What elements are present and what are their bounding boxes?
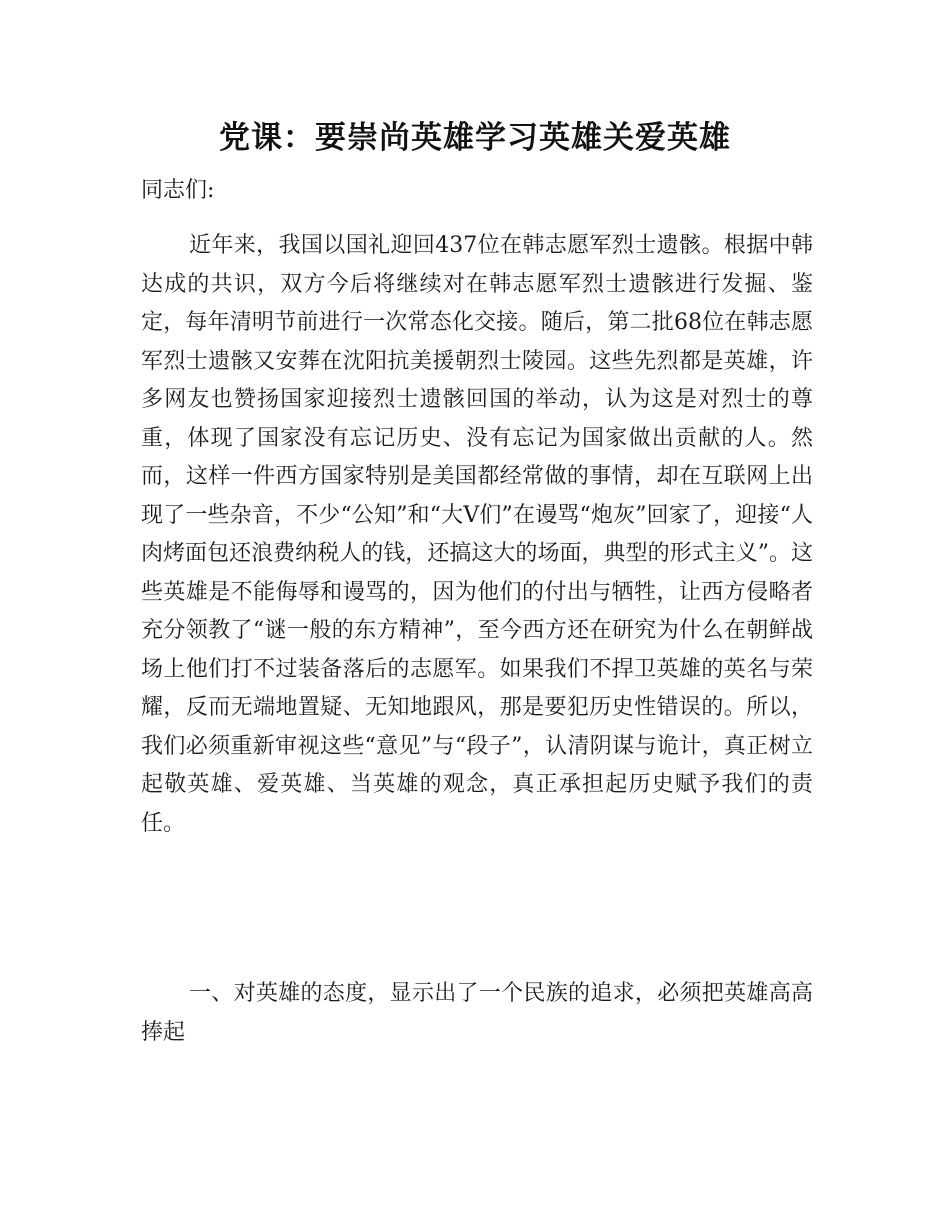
section-heading: 一、对英雄的态度，显示出了一个民族的追求，必须把英雄高高捧起 — [141, 981, 813, 1045]
salutation: 同志们: — [141, 178, 215, 203]
document-title: 党课：要崇尚英雄学习英雄关爱英雄 — [219, 120, 731, 156]
body-paragraph: 近年来，我国以国礼迎回437位在韩志愿军烈士遗骸。根据中韩达成的共识，双方今后将继续对在韩志愿军烈士遗骸进行发掘、鉴定，每年清明节前进行一次常态化交接。随后，第二批68位在韩志愿军烈士遗骸又安葬在沈阳抗美援朝烈士陵园。这些先烈都是英雄，许多网友也赞扬国家迎接烈士遗骸回国的举动，认为这是对烈士的尊重，体现了国家没有忘记历史、没有忘记为国家做出贡献的人。然而，这样一件西方国家特别是美国都经常做的事情，却在互联网上出现了一些杂音，不少“公知”和“大V们”在谩骂“炮灰”回家了，迎接“人肉烤面包还浪费纳税人的钱，还搞这大的场面，典型的形式主义”。这些英雄是不能侮辱和谩骂的，因为他们的付出与牺牲，让西方侵略者充分领教了“谜一般的东方精神”，至今西方还在研究为什么在朝鲜战场上他们打不过装备落后的志愿军。如果我们不捍卫英雄的英名与荣耀，反而无端地置疑、无知地跟风，那是要犯历史性错误的。所以，我们必须重新审视这些“意见”与“段子”，认清阴谋与诡计，真正树立起敬英雄、爱英雄、当英雄的观念，真正承担起历史赋予我们的责任。 — [141, 233, 813, 836]
